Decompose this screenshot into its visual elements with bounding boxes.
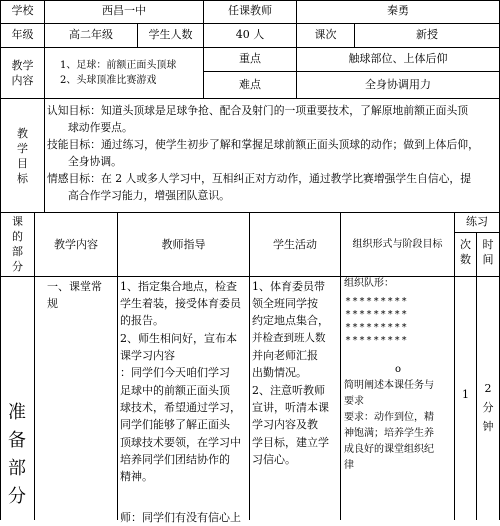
- row-divider: [0, 98, 500, 99]
- section-name-3: 部: [8, 458, 26, 479]
- time-value-1: 2: [484, 382, 492, 395]
- row-divider: [203, 71, 500, 72]
- difficulty-label: 难点: [239, 78, 261, 91]
- section-label-3: 部: [12, 245, 23, 258]
- formation-row: *********: [345, 335, 409, 346]
- section-name-2: 备: [8, 430, 26, 451]
- activity-line: 学习内容及教: [252, 418, 318, 431]
- activity-line: 并向老师汇报: [252, 349, 318, 362]
- teacher-label: 任课教师: [228, 4, 272, 17]
- goal-emotional: 情感目标：在 2 人或多人学习中，互相纠正对方动作，通过教学比赛增强学生自信心，提: [47, 172, 472, 185]
- school-value: 西昌一中: [102, 4, 146, 17]
- prep-content-2: 规: [47, 297, 58, 310]
- goal-cognitive-cont: 球动作要点。: [68, 121, 133, 134]
- time-value-2: 分: [482, 401, 494, 414]
- teacher-value: 秦勇: [387, 4, 409, 17]
- org-note: 成良好的课堂组织纪: [344, 444, 434, 455]
- prep-content-1: 一、课堂常: [47, 280, 102, 293]
- grade-label: 年级: [11, 28, 34, 41]
- guidance-line: 1、指定集合地点，检查: [120, 280, 237, 293]
- activity-line: 2、注意听教师: [252, 384, 325, 397]
- org-note: 要求: [344, 396, 364, 407]
- students-label: 学生人数: [148, 28, 193, 41]
- activity-line: 领全班同学按: [252, 297, 318, 310]
- section-name-1: 准: [8, 402, 26, 423]
- time-value-3: 钟: [482, 420, 494, 433]
- row-divider: [0, 47, 500, 48]
- time-header-1: 时: [482, 238, 494, 251]
- col-divider: [34, 212, 35, 520]
- content-item-1: 1、足球：前额正面头顶球: [60, 60, 177, 71]
- guidance-line: 精神。: [120, 470, 153, 483]
- col-divider: [340, 212, 341, 520]
- org-title: 组织队形：: [344, 278, 394, 289]
- col-divider: [44, 98, 45, 212]
- guidance-line-bottom: 师：同学们有没有信心上: [120, 511, 241, 524]
- formation-row: *********: [345, 296, 409, 307]
- activity-line: 约定地点集合，: [252, 314, 329, 327]
- section-label-4: 分: [12, 260, 23, 273]
- teacher-position-marker: o: [395, 364, 402, 375]
- content-label-1: 教学: [11, 59, 34, 72]
- activity-line: 1、体育委员带: [252, 280, 325, 293]
- guidance-line: 的报告。: [120, 314, 164, 327]
- section-label-2: 的: [12, 230, 23, 243]
- guidance-line: 球技术，希望通过学习，: [120, 401, 241, 414]
- goal-skill: 技能目标：通过练习，使学生初步了解和掌握足球前额正面头顶球的动作；做到上体后仰，: [47, 138, 479, 151]
- guidance-line: 学生着装，接受体育委员: [120, 297, 241, 310]
- row-divider: [0, 23, 500, 24]
- formation-row: *********: [345, 322, 409, 333]
- count-header-1: 次: [460, 238, 471, 251]
- key-value: 触球部位、上体后仰: [348, 52, 448, 65]
- practice-column-header: 练习: [466, 215, 488, 228]
- guidance-line: 课学习内容: [120, 349, 175, 362]
- section-name-4: 分: [8, 486, 26, 507]
- formation-row: *********: [345, 309, 409, 320]
- students-value: 40 人: [235, 28, 265, 41]
- content-item-2: 2、头球顶准比赛游戏: [60, 75, 157, 86]
- org-note: 律: [344, 460, 354, 471]
- row-divider: [0, 212, 500, 213]
- practice-count: 1: [462, 388, 469, 401]
- goals-label-1: 教: [17, 127, 28, 140]
- guidance-column-header: 教师指导: [161, 238, 206, 251]
- activity-line: 并检查到班人数: [252, 332, 326, 344]
- org-note: 简明阐述本课任务与: [344, 380, 434, 391]
- goal-cognitive: 认知目标：知道头顶球是足球争抢、配合及射门的一项重要技术，了解原地前额正面头顶: [47, 104, 469, 117]
- goal-emotional-cont: 高合作学习能力，增强团队意识。: [68, 189, 230, 202]
- goals-label-2: 学: [17, 142, 28, 155]
- guidance-line: 2、师生相问好，宣布本: [120, 332, 237, 345]
- school-label: 学校: [11, 4, 34, 17]
- activity-line: 学目标，建立学: [252, 436, 329, 449]
- lesson-type-value: 新授: [416, 28, 438, 41]
- guidance-line: 培养同学们团结协作的: [120, 453, 230, 466]
- section-label-1: 课: [12, 215, 23, 228]
- lesson-type-label: 课次: [314, 28, 337, 41]
- content-column-header: 教学内容: [54, 238, 98, 251]
- guidance-line: ：同学们今天咱们学习: [120, 366, 230, 379]
- guidance-line: 同学们能够了解正面头: [120, 418, 230, 431]
- activity-line: 出勤情况。: [252, 366, 307, 379]
- table-border-top: [0, 0, 500, 1]
- goal-skill-cont: 全身协调。: [68, 155, 122, 168]
- activity-line: 宣讲，听清本课: [252, 401, 329, 414]
- activity-line: 习信心。: [252, 453, 296, 466]
- row-divider: [454, 232, 500, 233]
- goals-label-4: 标: [17, 172, 28, 185]
- content-label-2: 内容: [11, 74, 34, 87]
- time-header-2: 间: [482, 253, 494, 266]
- activity-column-header: 学生活动: [273, 238, 317, 251]
- guidance-line: 顶球技术要领，在学习中: [120, 436, 241, 449]
- count-header-2: 数: [460, 253, 471, 266]
- col-divider: [476, 232, 477, 520]
- goals-label-3: 目: [17, 157, 28, 170]
- org-note: 要求：动作到位，精: [344, 412, 434, 423]
- key-label: 重点: [239, 52, 261, 65]
- organization-column-header: 组织形式与阶段目标: [352, 239, 443, 250]
- col-divider: [117, 212, 118, 520]
- grade-value: 高二年级: [69, 28, 113, 41]
- guidance-line: 足球中的前额正面头顶: [120, 384, 230, 397]
- org-note: 神饱满；培养学生养: [344, 428, 434, 439]
- col-divider: [249, 212, 250, 520]
- row-divider: [0, 276, 500, 277]
- difficulty-value: 全身协调用力: [365, 78, 431, 91]
